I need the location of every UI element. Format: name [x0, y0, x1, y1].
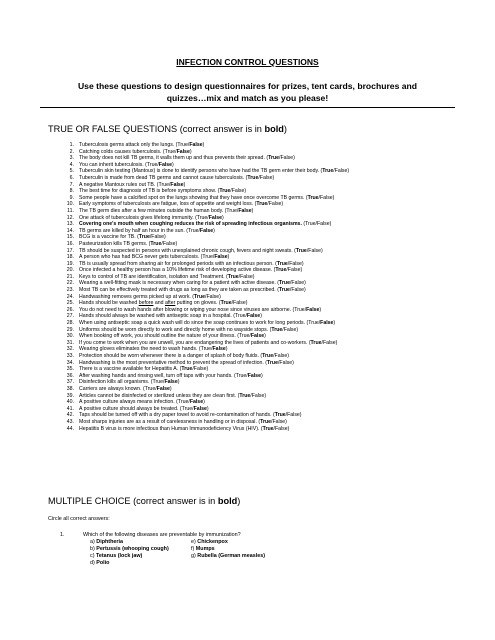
correct-answer: True — [267, 359, 278, 366]
list-item — [48, 386, 468, 393]
correct-answer: True — [194, 293, 206, 300]
question-text: The body does not kill TB germs, it walls them up and thus prevents their spread. (True/False) — [79, 155, 295, 162]
item-number: 27. — [66, 313, 74, 320]
list-item — [48, 155, 468, 162]
list-item — [48, 412, 468, 419]
true-false-heading — [48, 124, 287, 134]
question-text: BCG is a vaccine for TB. (True/False) — [79, 234, 166, 241]
list-item — [48, 168, 468, 175]
correct-answer: True — [262, 425, 274, 432]
item-number: 28. — [66, 320, 74, 327]
correct-answer: True — [219, 188, 231, 195]
list-item — [48, 208, 468, 215]
correct-answer: False — [238, 207, 252, 214]
correct-answer: True — [150, 240, 162, 247]
underlined-word: before — [138, 300, 154, 307]
question-text: The TB germ dies after a few minutes outside the human body. (True/False) — [79, 207, 254, 214]
question-text: You do not need to wash hands after blowing or wiping your nose since viruses are airborne. (True/False) — [79, 306, 322, 313]
question-text: Uniforms should be worn directly to work and directly home with no wayside stops. (True/False) — [79, 326, 299, 333]
item-number: 20. — [66, 267, 74, 274]
question-text: Catching colds causes tuberculosis. (True/False) — [79, 148, 192, 155]
question-text: Wearing a well-fitting mask is necessary when caring for a patient with active disease. (True/False) — [79, 280, 306, 287]
question-text: Which of the following diseases are preventable by immunization? — [83, 532, 241, 538]
item-number: 8. — [69, 188, 74, 195]
item-number: 6. — [69, 174, 74, 181]
question-text: Some people have a calcified spot on the lungs showing that they have once overcome TB germs. (True/False) — [79, 194, 335, 201]
list-item — [48, 261, 468, 268]
correct-answer: True — [220, 300, 232, 307]
list-item — [48, 360, 468, 367]
item-number: 24. — [66, 293, 74, 300]
question-number: 1. — [60, 532, 65, 538]
item-number: 32. — [66, 346, 74, 353]
question-text: Most TB can be effectively treated with drugs as long as they are taken as prescribed. (True/False) — [79, 287, 306, 294]
list-item — [48, 419, 468, 426]
correct-answer: True — [295, 247, 307, 254]
list-item — [48, 274, 468, 281]
question-text: A person who has had BCG never gets tuberculosis. (True/False) — [79, 254, 230, 261]
correct-answer: False — [158, 161, 173, 168]
item-number: 43. — [66, 418, 74, 425]
list-item — [48, 327, 468, 334]
correct-answer: True — [260, 418, 272, 425]
correct-answer: False — [212, 346, 226, 353]
list-item — [48, 320, 468, 327]
list-item — [48, 346, 468, 353]
question-text: When booking off work, you should outline the nature of your illness. (True/False) — [79, 333, 266, 340]
item-number: 30. — [66, 333, 74, 340]
correct-answer: True — [276, 260, 288, 267]
item-number: 11. — [67, 207, 74, 214]
question-text: Taps should be turned off with a dry paper towel to avoid re-contamination of hands. (True/False) — [79, 412, 302, 419]
question-text: Hands should be washed before and after putting on gloves. (True/False) — [79, 300, 248, 307]
correct-answer: True — [322, 168, 334, 175]
correct-answer: True — [307, 194, 319, 201]
correct-answer: False — [199, 227, 214, 234]
list-item — [48, 201, 468, 208]
list-item — [48, 340, 468, 347]
answer-option: d) Polio — [90, 559, 110, 566]
correct-answer: False — [250, 333, 265, 340]
item-number: 7. — [69, 181, 74, 188]
question-text: After washing hands and rinsing well, turn off taps with your hands. (True/False) — [79, 372, 263, 379]
item-number: 23. — [66, 287, 74, 294]
question-text: TB germs are killed by half an hour in the sun. (True/False) — [79, 227, 215, 234]
question-text: Once infected a healthy person has a 10% lifetime risk of developing active disease. (True/False) — [79, 267, 303, 274]
list-item — [48, 221, 468, 228]
heading-text-end: ) — [237, 496, 241, 506]
correct-answer: False — [156, 385, 170, 392]
item-number: 17. — [66, 247, 74, 254]
divider-rule — [40, 107, 455, 108]
correct-answer: True — [239, 392, 251, 399]
item-number: 29. — [66, 326, 74, 333]
list-item — [48, 142, 468, 149]
item-number: 14. — [66, 227, 74, 234]
question-text: Most sharps injuries are as a result of carelessness in handling or in disposal. (True/False) — [79, 418, 287, 425]
correct-option-text: Chickenpox — [197, 539, 228, 545]
correct-option-text: Pertussis (whooping cough) — [96, 545, 169, 552]
correct-answer: True — [268, 155, 280, 162]
item-number: 10. — [66, 201, 74, 208]
list-item — [48, 248, 468, 255]
document-subtitle: Use these questions to design questionnaires for prizes, tent cards, brochures and quizzes…mix and match as you please! — [77, 81, 418, 103]
question-text: If you come to work when you are unwell, you are endangering the lives of patients and co-workers. (True/False) — [79, 339, 338, 346]
correct-answer: False — [189, 399, 204, 406]
item-number: 16. — [66, 240, 74, 247]
item-number: 37. — [66, 379, 74, 386]
question-text: One attack of tuberculosis gives lifelong immunity. (True/False) — [79, 214, 224, 221]
item-number: 18. — [66, 254, 74, 261]
multiple-choice-question — [60, 532, 241, 538]
question-text: Protection should be worn whenever there is a danger of splash of body fluids. (True/False) — [79, 353, 289, 359]
list-item — [48, 254, 468, 261]
correct-answer: False — [306, 306, 320, 313]
correct-answer: False — [176, 148, 190, 155]
question-text: Pasteurization kills TB germs. (True/False) — [79, 240, 178, 247]
underlined-word: after — [164, 300, 176, 307]
correct-answer: False — [170, 181, 184, 188]
correct-answer: True — [279, 280, 290, 287]
list-item — [48, 182, 468, 189]
item-number: 9. — [69, 194, 74, 201]
item-number: 39. — [66, 392, 74, 399]
correct-answer: False — [214, 254, 228, 261]
correct-answer: True — [275, 267, 287, 274]
item-number: 40. — [66, 399, 74, 406]
item-number: 33. — [66, 353, 74, 359]
question-text: You can inherit tuberculosis. (True/False) — [79, 161, 174, 168]
list-item — [48, 188, 468, 195]
correct-answer: True — [247, 174, 259, 181]
correct-answer: False — [320, 320, 334, 327]
correct-answer: True — [274, 412, 286, 419]
question-text: Disinfection kills all organisms. (True/False) — [79, 379, 180, 386]
question-text: TB should be suspected in persons with unexplained chronic cough, fevers and night sweats. (True/False) — [79, 247, 323, 254]
item-number: 42. — [66, 412, 74, 419]
question-text: Tuberculin skin testing (Mantoux) is done to identify persons who have had the TB germ enter their body. (True/False) — [79, 168, 350, 175]
answer-option: b) Pertussis (whooping cough) — [90, 545, 169, 552]
list-item — [48, 280, 468, 287]
list-item — [48, 228, 468, 235]
question-text: When using antiseptic soap a quick wash will do since the soap continues to work for long periods. (True/False) — [79, 320, 336, 327]
question-text: Handwashing is the most preventative method to prevent the spread of infection. (True/False) — [79, 359, 294, 366]
question-text: Hands should always be washed with antiseptic soap in a hospital. (True/False) — [79, 313, 262, 320]
list-item — [48, 195, 468, 202]
answer-option: f) Mumps — [191, 545, 215, 552]
heading-bold-word: bold — [217, 496, 238, 506]
correct-answer: False — [246, 313, 261, 320]
question-text: Carriers are always known. (True/False) — [79, 385, 172, 392]
heading-text: TRUE OR FALSE QUESTIONS (correct answer is in — [48, 124, 265, 134]
item-number: 41. — [66, 405, 74, 412]
list-item — [48, 366, 468, 373]
question-text: Early symptoms of tuberculosis are fatigue, loss of appetite and weight loss. (True/False) — [79, 201, 284, 208]
correct-option-text: Tetanus (lock jaw) — [96, 552, 143, 559]
list-item — [48, 294, 468, 301]
list-item — [48, 399, 468, 406]
item-number: 12. — [66, 214, 74, 221]
correct-option-text: Diphtheria — [96, 539, 123, 545]
list-item — [48, 241, 468, 248]
question-text: Wearing gloves eliminates the need to wash hands. (True/False) — [79, 346, 228, 353]
item-number: 5. — [69, 168, 74, 175]
correct-answer: False — [247, 372, 261, 379]
question-text: TB is usually spread from sharing air for prolonged periods with an infectious person. (True/False) — [79, 260, 304, 267]
correct-answer: True — [181, 366, 193, 373]
heading-text-end: ) — [283, 124, 287, 134]
question-text: There is a vaccine available for Hepatitis A. (True/False) — [79, 366, 209, 373]
item-number: 4. — [69, 161, 74, 168]
multiple-choice-instruction: Circle all correct answers: — [48, 516, 110, 522]
question-text: Handwashing removes germs picked up at work. (True/False) — [79, 293, 221, 300]
correct-option-text: Mumps — [195, 545, 215, 552]
question-text: Covering one's mouth when coughing reduces the risk of spreading infectious organisms. (True/False) — [79, 221, 332, 228]
list-item — [48, 406, 468, 413]
list-item — [48, 287, 468, 294]
list-item — [48, 162, 468, 169]
item-number: 38. — [66, 385, 74, 392]
correct-answer: True — [262, 353, 274, 359]
correct-answer: True — [256, 201, 268, 208]
document-title: INFECTION CONTROL QUESTIONS — [176, 57, 319, 67]
list-item — [48, 215, 468, 222]
list-item — [48, 300, 468, 307]
correct-answer: False — [189, 142, 203, 148]
answer-option: g) Rubella (German measles) — [191, 552, 266, 559]
item-number: 2. — [69, 148, 74, 155]
true-false-list — [48, 142, 468, 432]
multiple-choice-heading — [48, 496, 240, 506]
correct-option-text: Polio — [96, 559, 110, 566]
emphasized-question: Covering one's mouth when coughing reduces the risk of spreading infectious organisms. — [79, 221, 302, 228]
list-item — [48, 333, 468, 340]
item-number: 15. — [66, 234, 74, 241]
correct-answer: True — [271, 326, 283, 333]
heading-text: MULTIPLE CHOICE (correct answer is in — [48, 496, 218, 506]
answer-option: a) Diphtheria — [90, 539, 123, 545]
list-item — [48, 234, 468, 241]
item-number: 19. — [66, 260, 74, 267]
heading-bold-word: bold — [264, 124, 284, 134]
question-text: A positive culture always means infection. (True/False) — [79, 399, 205, 406]
list-item — [48, 307, 468, 314]
correct-answer: False — [164, 379, 178, 386]
list-item — [48, 393, 468, 400]
correct-option-text: Rubella (German measles) — [197, 552, 266, 559]
question-text: Hepatitis B virus is more infectious than Human Immunodeficiency Virus (HIV). (True/False) — [79, 425, 290, 432]
correct-answer: False — [193, 405, 207, 412]
list-item — [48, 426, 468, 433]
correct-answer: True — [227, 273, 239, 280]
item-number: 13. — [66, 221, 74, 228]
item-number: 3. — [69, 155, 74, 162]
answer-option: e) Chickenpox — [191, 539, 228, 545]
question-text: Keys to control of TB are identification, isolation and Treatment. (True/False) — [79, 273, 255, 280]
answer-option: c) Tetanus (lock jaw) — [90, 552, 143, 559]
item-number: 22. — [66, 280, 74, 287]
item-number: 36. — [66, 372, 74, 379]
list-item — [48, 313, 468, 320]
question-text: Tuberculin is made from dead TB germs and cannot cause tuberculosis. (True/False) — [79, 174, 275, 181]
multiple-choice-options — [90, 539, 350, 567]
item-number: 21. — [66, 273, 74, 280]
correct-answer: True — [310, 339, 322, 346]
item-number: 1. — [69, 142, 74, 148]
item-number: 34. — [66, 359, 74, 366]
list-item — [48, 149, 468, 156]
question-text: Articles cannot be disinfected or sterilized unless they are clean first. (True/False) — [79, 392, 267, 399]
item-number: 25. — [66, 300, 74, 307]
list-item — [48, 379, 468, 386]
item-number: 31. — [66, 339, 74, 346]
correct-answer: True — [138, 234, 150, 241]
correct-answer: False — [208, 214, 223, 221]
correct-answer: True — [278, 287, 290, 294]
list-item — [48, 353, 468, 360]
item-number: 35. — [66, 366, 74, 373]
question-text: Tuberculosis germs attack only the lungs. (True/False) — [79, 142, 205, 148]
list-item — [48, 267, 468, 274]
item-number: 26. — [66, 306, 74, 313]
question-text: The best time for diagnosis of TB is before symptoms show. (True/False) — [79, 188, 247, 195]
item-number: 44. — [66, 425, 74, 432]
list-item — [48, 175, 468, 182]
question-text: A positive culture should always be treated. (True/False) — [79, 405, 209, 412]
list-item — [48, 373, 468, 380]
question-text: A negative Mantoux rules out TB. (True/False) — [79, 181, 186, 188]
